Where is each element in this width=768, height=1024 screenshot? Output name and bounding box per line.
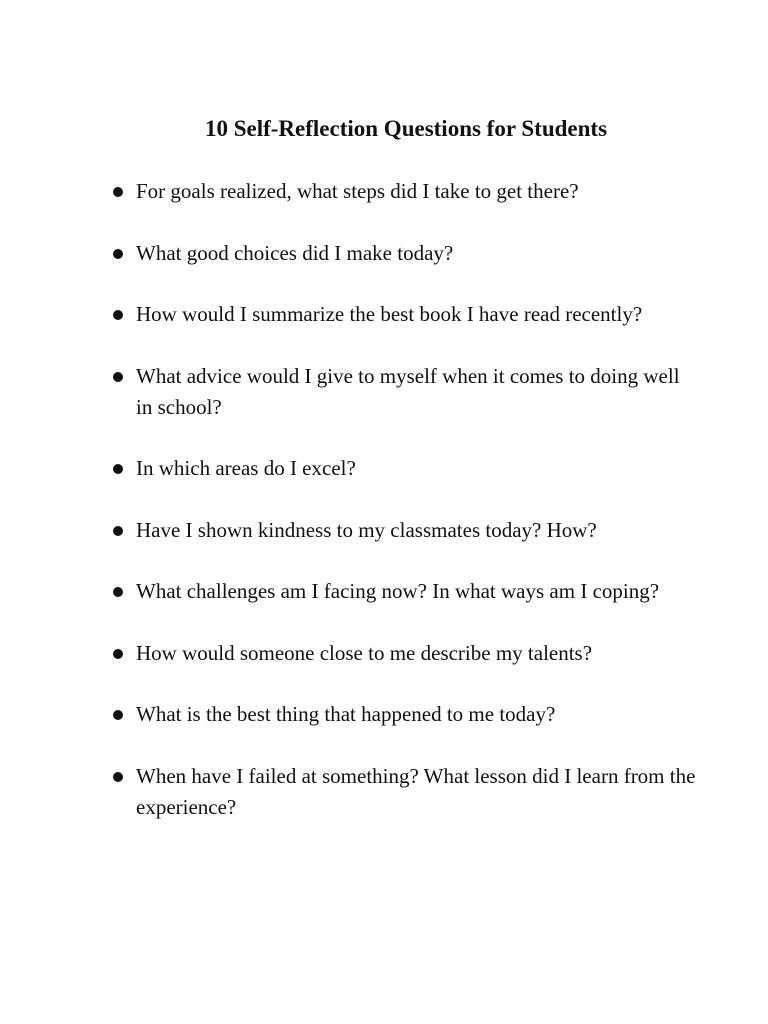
bullet-icon (113, 649, 123, 659)
list-item (110, 238, 700, 269)
bullet-icon (113, 310, 123, 320)
list-item (110, 699, 700, 730)
list-item (110, 638, 700, 669)
bullet-icon (113, 526, 123, 536)
bullet-icon (113, 249, 123, 259)
bullet-icon (113, 710, 123, 720)
list-item (110, 453, 700, 484)
bullet-icon (113, 587, 123, 597)
list-item (110, 515, 700, 546)
bullet-icon (113, 372, 123, 382)
question-text: What good choices did I make today? (136, 240, 454, 265)
list-item (110, 576, 700, 607)
question-text: What is the best thing that happened to me today? (136, 702, 556, 726)
question-text: How would I summarize the best book I have read recently? (136, 302, 643, 326)
bullet-icon (113, 187, 123, 197)
list-item (110, 761, 700, 823)
question-text: When have I failed at something? What lesson did I learn from the experience? (136, 763, 696, 819)
question-text: Have I shown kindness to my classmates today? How? (136, 517, 597, 542)
bullet-icon (113, 772, 123, 782)
question-text: In which areas do I excel? (136, 456, 356, 480)
question-list (110, 176, 700, 853)
question-text: What advice would I give to myself when it comes to doing well in school? (136, 363, 680, 419)
bullet-icon (113, 464, 123, 474)
question-text: How would someone close to me describe my talents? (136, 640, 593, 665)
page-title: 10 Self-Reflection Questions for Students (204, 116, 608, 141)
list-item (110, 361, 700, 423)
question-text: What challenges am I facing now? In what ways am I coping? (136, 579, 660, 603)
list-item (110, 299, 700, 330)
list-item (110, 176, 700, 207)
question-text: For goals realized, what steps did I take to get there? (136, 179, 579, 203)
